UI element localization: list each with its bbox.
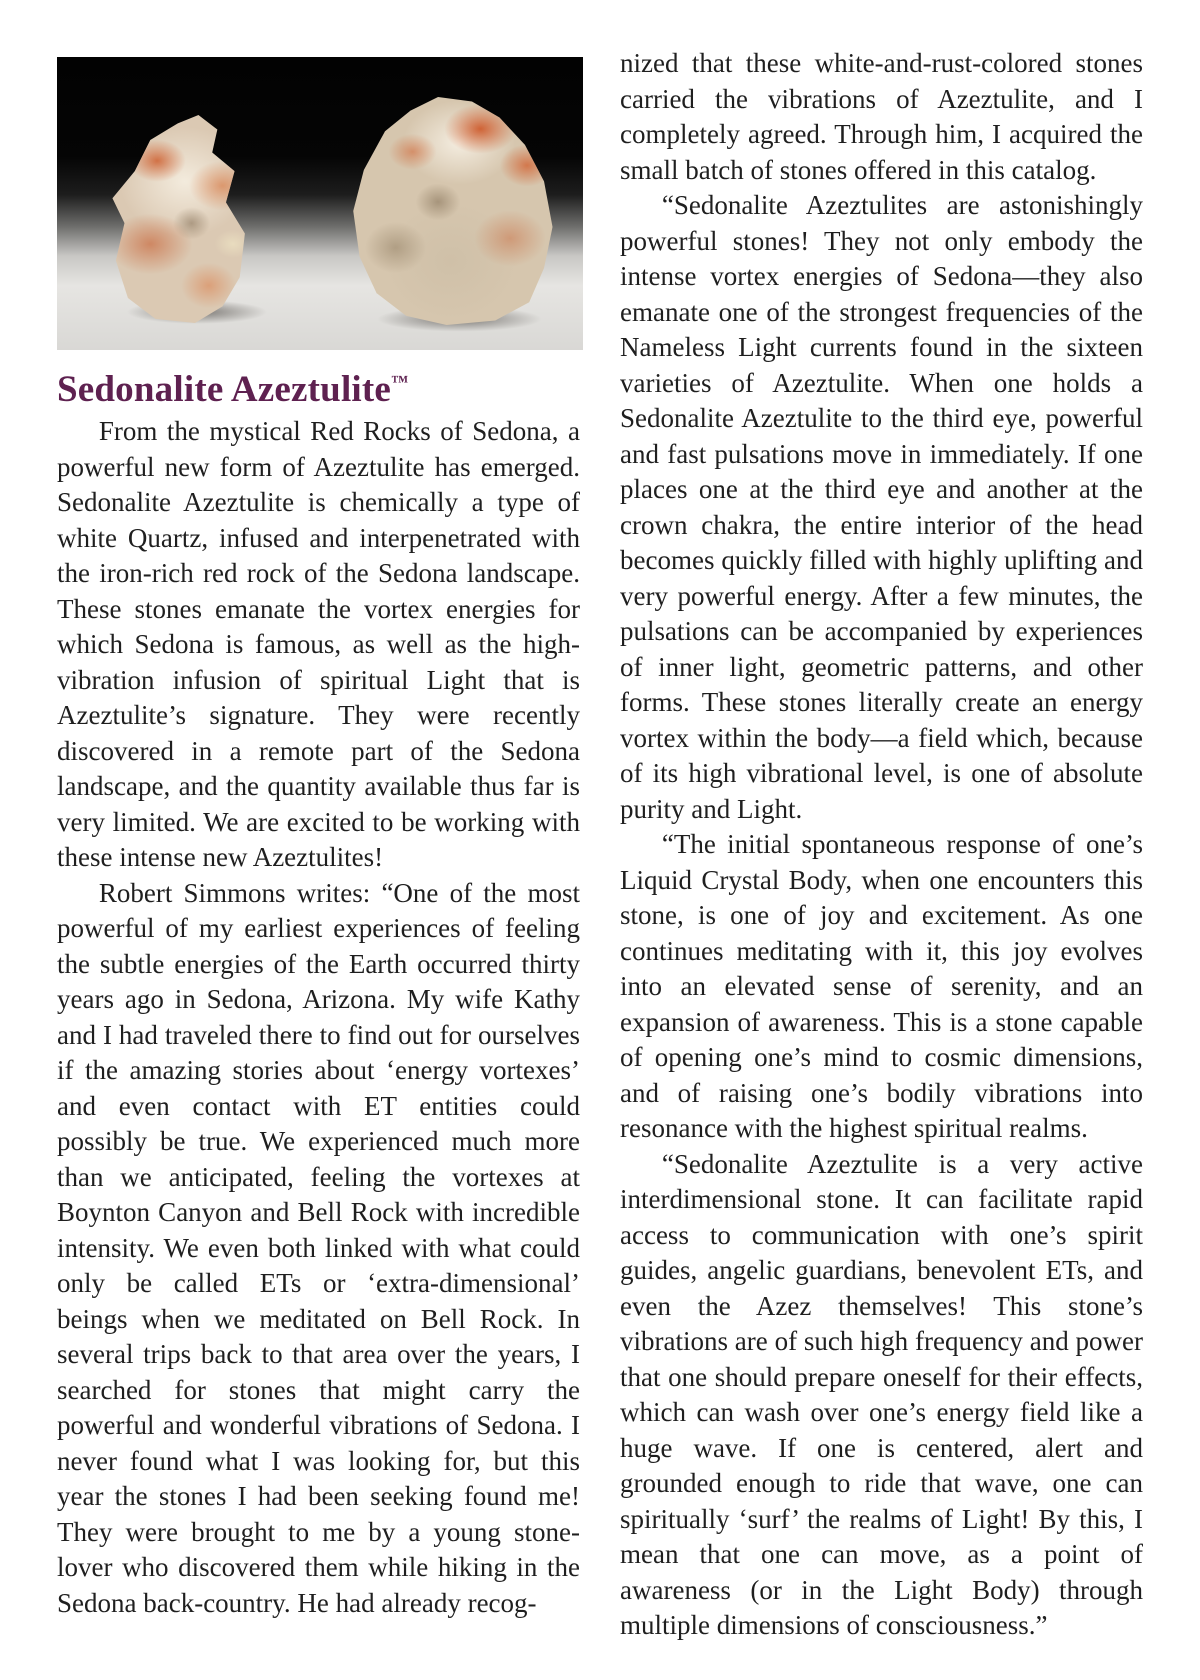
paragraph-continuation: nized that these white-and-rust-colored stones carried the vibrations of Azeztulite, and I completely agreed. Through him, I acquired the small batch of stones offered in this catalog. [620,48,1143,185]
stones-photo [57,57,583,350]
page-title [57,368,408,411]
paragraph-powerful-stones: “Sedonalite Azeztulites are astonishingly powerful stones! They not only embody the intense vortex energies of Sedona—they also emanate one of the strongest frequencies of the Nameless Light currents found in the sixteen varieties of Azeztulite. When one holds a Sedonalite Azeztulite to the third eye, powerful and fast pulsations move in immediately. If one places one at the third eye and another at the crown chakra, the entire interior of the head becomes quickly filled with highly uplifting and very powerful energy. After a few minutes, the pulsations can be accompanied by experiences of inner light, geometric patterns, and other forms. These stones literally create an energy vortex within the body—a field which, because of its high vibrational level, is one of absolute purity and Light. [620,190,1143,824]
page-title-text: Sedonalite Azeztulite [57,369,392,410]
right-stone [349,97,561,325]
trademark-symbol: ™ [391,372,409,391]
paragraph-intro: From the mystical Red Rocks of Sedona, a powerful new form of Azeztulite has emerged. Sedonalite Azeztulite is chemically a type of white Quartz, infused and interpenetrated with the iron-rich red rock of the Sedona landscape. These stones emanate the vortex energies for which Sedona is famous, as well as the high-vibration infusion of spiritual Light that is Azeztulite’s signature. They were recently discovered in a remote part of the Sedona landscape, and the quantity available thus far is very limited. We are excited to be working with these intense new Azeztulites! [57,416,580,872]
paragraph-robert-simmons: Robert Simmons writes: “One of the most powerful of my earliest experiences of feeling the subtle energies of the Earth occurred thirty years ago in Sedona, Arizona. My wife Kathy and I had traveled there to find out for ourselves if the amazing stories about ‘energy vortexes’ and even contact with ET entities could possibly be true. We experienced much more than we anticipated, feeling the vortexes at Boynton Canyon and Bell Rock with incredible intensity. We even both linked with what could only be called ETs or ‘extra-dimensional’ beings when we meditated on Bell Rock. In several trips back to that area over the years, I searched for stones that might carry the powerful and wonderful vibrations of Sedona. I never found what I was looking for, but this year the stones I had been seeking found me! They were brought to me by a young stone-lover who discovered them while hiking in the Sedona back-country. He had already recog- [57,877,580,1618]
paragraph-initial-response: “The initial spontaneous response of one’s Liquid Crystal Body, when one encounters this stone, is one of joy and excitement. As one continues meditating with it, this joy evolves into an elevated sense of serenity, and an expansion of awareness. This is a stone capable of opening one’s mind to cosmic dimensions, and of raising one’s bodily vibrations into resonance with the highest spiritual realms. [620,829,1143,1143]
paragraph-interdimensional: “Sedonalite Azeztulite is a very active interdimensional stone. It can facilitate rapid access to communication with one’s spirit guides, angelic guardians, benevolent ETs, and even the Azez themselves! This stone’s vibrations are of such high frequency and power that one should prepare oneself for their effects, which can wash over one’s energy field like a huge wave. If one is centered, alert and grounded enough to ride that wave, one can spiritually ‘surf’ the realms of Light! By this, I mean that one can move, as a point of awareness (or in the Light Body) through multiple dimensions of consciousness.” [620,1148,1143,1640]
left-stone [109,115,281,323]
left-column [57,414,580,1621]
right-column [620,46,1143,1644]
